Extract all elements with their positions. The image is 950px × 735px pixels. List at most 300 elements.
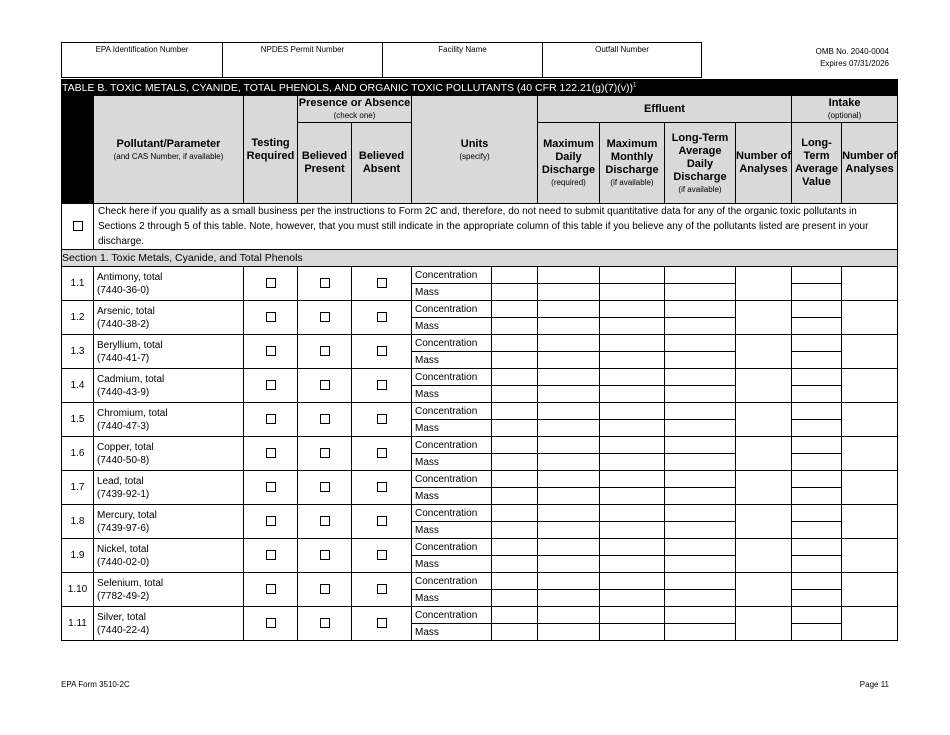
concentration-label: Concentration — [412, 335, 492, 352]
max-daily-concentration-input[interactable] — [538, 437, 600, 454]
concentration-units-input[interactable] — [492, 301, 538, 318]
mass-units-input[interactable] — [492, 556, 538, 573]
max-daily-concentration-input[interactable] — [538, 335, 600, 352]
max-daily-concentration-input[interactable] — [538, 267, 600, 284]
long-term-mass-input[interactable] — [665, 284, 736, 301]
num-analyses-input[interactable] — [736, 301, 792, 335]
intake-num-analyses-input[interactable] — [842, 267, 898, 301]
pollutant-cas: (7440-47-3) — [97, 420, 150, 432]
num-analyses-input[interactable] — [736, 539, 792, 573]
outfall-number-field[interactable] — [542, 42, 702, 78]
max-daily-mass-input[interactable] — [538, 420, 600, 437]
testing-required-checkbox[interactable] — [266, 618, 276, 628]
mass-label: Mass — [412, 420, 492, 437]
col-long-term-label: Long-Term Average Daily Discharge — [671, 131, 729, 183]
max-daily-mass-input[interactable] — [538, 522, 600, 539]
believed-absent-checkbox[interactable] — [377, 278, 387, 288]
concentration-units-input[interactable] — [492, 403, 538, 420]
intake-lt-concentration-input[interactable] — [792, 437, 842, 454]
intake-lt-mass-input[interactable] — [792, 386, 842, 403]
believed-present-checkbox[interactable] — [320, 550, 330, 560]
max-monthly-mass-input[interactable] — [600, 590, 665, 607]
small-business-checkbox[interactable] — [73, 221, 83, 231]
intake-lt-concentration-input[interactable] — [792, 301, 842, 318]
omb-number: OMB No. 2040-0004 — [815, 47, 889, 56]
believed-absent-checkbox[interactable] — [377, 618, 387, 628]
testing-required-cell — [244, 573, 298, 607]
max-monthly-mass-input[interactable] — [600, 386, 665, 403]
testing-required-cell — [244, 301, 298, 335]
pollutant-cas: (7440-38-2) — [97, 318, 150, 330]
table-title: TABLE B. TOXIC METALS, CYANIDE, TOTAL PHENOLS, AND ORGANIC TOXIC POLLUTANTS (40 CFR 122.21(g)(7)(v))$^1$ — [62, 80, 898, 96]
mass-label: Mass — [412, 284, 492, 301]
col-units-sub: (specify) — [459, 151, 490, 161]
table-title-row — [62, 80, 898, 96]
concentration-units-input[interactable] — [492, 607, 538, 624]
testing-required-cell — [244, 607, 298, 641]
concentration-units-input[interactable] — [492, 573, 538, 590]
long-term-concentration-input[interactable] — [665, 471, 736, 488]
believed-absent-cell — [352, 267, 412, 301]
intake-num-analyses-input[interactable] — [842, 403, 898, 437]
intake-lt-mass-input[interactable] — [792, 284, 842, 301]
long-term-concentration-input[interactable] — [665, 573, 736, 590]
col-presence-sub: (check one) — [333, 111, 376, 120]
testing-required-cell — [244, 267, 298, 301]
pollutant-label: Selenium, total — [97, 577, 164, 589]
mass-label: Mass — [412, 352, 492, 369]
form-header — [61, 42, 702, 78]
long-term-concentration-input[interactable] — [665, 505, 736, 522]
concentration-label: Concentration — [412, 607, 492, 624]
believed-present-cell — [298, 403, 352, 437]
facility-name-field[interactable] — [382, 42, 542, 78]
max-daily-concentration-input[interactable] — [538, 471, 600, 488]
intake-lt-mass-input[interactable] — [792, 318, 842, 335]
max-daily-concentration-input[interactable] — [538, 607, 600, 624]
long-term-mass-input[interactable] — [665, 386, 736, 403]
pollutant-cas: (7440-36-0) — [97, 284, 150, 296]
believed-present-checkbox[interactable] — [320, 584, 330, 594]
max-monthly-concentration-input[interactable] — [600, 505, 665, 522]
section-1-row — [62, 250, 898, 267]
intake-lt-concentration-input[interactable] — [792, 573, 842, 590]
mass-units-input[interactable] — [492, 318, 538, 335]
intake-num-analyses-input[interactable] — [842, 437, 898, 471]
concentration-label: Concentration — [412, 505, 492, 522]
max-daily-mass-input[interactable] — [538, 352, 600, 369]
max-monthly-concentration-input[interactable] — [600, 369, 665, 386]
testing-required-checkbox[interactable] — [266, 312, 276, 322]
intake-num-analyses-input[interactable] — [842, 505, 898, 539]
col-long-term-sub: (if available) — [678, 184, 722, 194]
long-term-concentration-input[interactable] — [665, 335, 736, 352]
max-monthly-concentration-input[interactable] — [600, 403, 665, 420]
table-row — [62, 403, 898, 420]
testing-required-checkbox[interactable] — [266, 346, 276, 356]
page-number: Page 11 — [859, 680, 889, 689]
max-monthly-concentration-input[interactable] — [600, 335, 665, 352]
testing-required-checkbox[interactable] — [266, 380, 276, 390]
num-analyses-input[interactable] — [736, 505, 792, 539]
intake-num-analyses-input[interactable] — [842, 369, 898, 403]
max-daily-concentration-input[interactable] — [538, 539, 600, 556]
pollutant-cas: (7439-97-6) — [97, 522, 150, 534]
concentration-units-input[interactable] — [492, 267, 538, 284]
believed-present-checkbox[interactable] — [320, 312, 330, 322]
row-number: 1.10 — [62, 573, 94, 607]
col-intake — [792, 96, 898, 123]
concentration-units-input[interactable] — [492, 539, 538, 556]
max-daily-mass-input[interactable] — [538, 386, 600, 403]
long-term-concentration-input[interactable] — [665, 267, 736, 284]
pollutant-label: Mercury, total — [97, 509, 157, 521]
testing-required-cell — [244, 403, 298, 437]
believed-present-checkbox[interactable] — [320, 346, 330, 356]
max-daily-mass-input[interactable] — [538, 556, 600, 573]
believed-absent-cell — [352, 505, 412, 539]
believed-present-cell — [298, 369, 352, 403]
intake-lt-mass-input[interactable] — [792, 454, 842, 471]
pollutant-cas: (7440-43-9) — [97, 386, 150, 398]
pollutant-name — [94, 369, 244, 403]
max-monthly-concentration-input[interactable] — [600, 267, 665, 284]
intake-lt-concentration-input[interactable] — [792, 267, 842, 284]
concentration-label: Concentration — [412, 573, 492, 590]
mass-label: Mass — [412, 386, 492, 403]
long-term-concentration-input[interactable] — [665, 607, 736, 624]
testing-required-cell — [244, 369, 298, 403]
pollutant-label: Copper, total — [97, 441, 154, 453]
concentration-label: Concentration — [412, 471, 492, 488]
col-units-label: Units — [460, 137, 489, 150]
intake-num-analyses-input[interactable] — [842, 471, 898, 505]
max-daily-concentration-input[interactable] — [538, 573, 600, 590]
pollutant-cas: (7440-22-4) — [97, 624, 150, 636]
pollutant-label: Chromium, total — [97, 407, 168, 419]
col-presence-label: Presence or Absence — [298, 97, 411, 109]
col-num-analyses — [736, 123, 792, 204]
believed-present-cell — [298, 267, 352, 301]
long-term-mass-input[interactable] — [665, 352, 736, 369]
max-monthly-mass-input[interactable] — [600, 420, 665, 437]
mass-label: Mass — [412, 624, 492, 641]
max-monthly-mass-input[interactable] — [600, 352, 665, 369]
pollutant-cas: (7439-92-1) — [97, 488, 150, 500]
intake-lt-mass-input[interactable] — [792, 352, 842, 369]
pollutant-name — [94, 505, 244, 539]
row-number: 1.4 — [62, 369, 94, 403]
max-monthly-mass-input[interactable] — [600, 522, 665, 539]
max-monthly-mass-input[interactable] — [600, 454, 665, 471]
mass-label: Mass — [412, 522, 492, 539]
believed-absent-cell — [352, 369, 412, 403]
believed-present-checkbox[interactable] — [320, 516, 330, 526]
concentration-units-input[interactable] — [492, 471, 538, 488]
believed-absent-cell — [352, 403, 412, 437]
intake-num-analyses-input[interactable] — [842, 539, 898, 573]
num-analyses-input[interactable] — [736, 437, 792, 471]
concentration-label: Concentration — [412, 437, 492, 454]
testing-required-cell — [244, 335, 298, 369]
max-monthly-mass-input[interactable] — [600, 624, 665, 641]
mass-label: Mass — [412, 590, 492, 607]
max-daily-mass-input[interactable] — [538, 590, 600, 607]
max-monthly-concentration-input[interactable] — [600, 573, 665, 590]
testing-required-checkbox[interactable] — [266, 482, 276, 492]
max-monthly-mass-input[interactable] — [600, 488, 665, 505]
believed-absent-checkbox[interactable] — [377, 312, 387, 322]
believed-absent-checkbox[interactable] — [377, 448, 387, 458]
intake-lt-concentration-input[interactable] — [792, 471, 842, 488]
row-number: 1.5 — [62, 403, 94, 437]
pollutant-name — [94, 403, 244, 437]
num-analyses-input[interactable] — [736, 369, 792, 403]
col-pollutant-sub: (and CAS Number, if available) — [113, 151, 224, 161]
max-monthly-concentration-input[interactable] — [600, 471, 665, 488]
long-term-mass-input[interactable] — [665, 318, 736, 335]
concentration-label: Concentration — [412, 539, 492, 556]
intake-num-analyses-input[interactable] — [842, 301, 898, 335]
testing-required-checkbox[interactable] — [266, 584, 276, 594]
pollutant-label: Arsenic, total — [97, 305, 155, 317]
believed-absent-cell — [352, 471, 412, 505]
believed-absent-checkbox[interactable] — [377, 346, 387, 356]
epa-id-field[interactable] — [61, 42, 222, 78]
num-analyses-input[interactable] — [736, 573, 792, 607]
intake-num-analyses-input[interactable] — [842, 607, 898, 641]
believed-absent-checkbox[interactable] — [377, 414, 387, 424]
num-analyses-input[interactable] — [736, 471, 792, 505]
max-monthly-mass-input[interactable] — [600, 318, 665, 335]
believed-present-cell — [298, 607, 352, 641]
testing-required-checkbox[interactable] — [266, 516, 276, 526]
max-daily-mass-input[interactable] — [538, 624, 600, 641]
concentration-label: Concentration — [412, 301, 492, 318]
intake-lt-mass-input[interactable] — [792, 488, 842, 505]
mass-units-input[interactable] — [492, 420, 538, 437]
concentration-label: Concentration — [412, 369, 492, 386]
col-testing-label: Testing Required — [246, 136, 295, 162]
num-analyses-input[interactable] — [736, 403, 792, 437]
believed-present-cell — [298, 471, 352, 505]
believed-absent-checkbox[interactable] — [377, 482, 387, 492]
mass-units-input[interactable] — [492, 386, 538, 403]
max-monthly-concentration-input[interactable] — [600, 539, 665, 556]
intake-lt-concentration-input[interactable] — [792, 539, 842, 556]
believed-present-checkbox[interactable] — [320, 448, 330, 458]
pollutant-label: Lead, total — [97, 475, 144, 487]
concentration-units-input[interactable] — [492, 335, 538, 352]
max-monthly-concentration-input[interactable] — [600, 301, 665, 318]
col-intake-label: Intake — [828, 97, 861, 109]
pollutant-name — [94, 471, 244, 505]
col-intake-num-label: Number of Analyses — [842, 150, 898, 175]
intake-lt-concentration-input[interactable] — [792, 369, 842, 386]
col-intake-sub: (optional) — [827, 111, 862, 120]
row-number: 1.6 — [62, 437, 94, 471]
mass-units-input[interactable] — [492, 454, 538, 471]
believed-present-checkbox[interactable] — [320, 380, 330, 390]
long-term-mass-input[interactable] — [665, 556, 736, 573]
testing-required-checkbox[interactable] — [266, 550, 276, 560]
believed-absent-checkbox[interactable] — [377, 516, 387, 526]
col-max-daily — [538, 123, 600, 204]
believed-present-cell — [298, 573, 352, 607]
long-term-mass-input[interactable] — [665, 488, 736, 505]
intake-lt-mass-input[interactable] — [792, 624, 842, 641]
long-term-mass-input[interactable] — [665, 420, 736, 437]
believed-present-cell — [298, 335, 352, 369]
long-term-mass-input[interactable] — [665, 454, 736, 471]
intake-num-analyses-input[interactable] — [842, 335, 898, 369]
num-analyses-input[interactable] — [736, 267, 792, 301]
long-term-concentration-input[interactable] — [665, 437, 736, 454]
testing-required-cell — [244, 437, 298, 471]
col-max-monthly-sub: (if available) — [610, 178, 654, 187]
concentration-units-input[interactable] — [492, 505, 538, 522]
col-believed-present-label: Believed Present — [301, 150, 348, 175]
npdes-permit-field[interactable] — [222, 42, 382, 78]
mass-label: Mass — [412, 488, 492, 505]
table-row — [62, 369, 898, 386]
pollutant-name — [94, 335, 244, 369]
epa-id-label: EPA Identification Number — [95, 45, 189, 54]
concentration-units-input[interactable] — [492, 437, 538, 454]
long-term-concentration-input[interactable] — [665, 369, 736, 386]
intake-lt-concentration-input[interactable] — [792, 607, 842, 624]
pollutant-label: Antimony, total — [97, 271, 163, 283]
long-term-mass-input[interactable] — [665, 590, 736, 607]
table-row — [62, 301, 898, 318]
section-1-title: Section 1. Toxic Metals, Cyanide, and Total Phenols — [62, 250, 898, 267]
mass-units-input[interactable] — [492, 522, 538, 539]
pollutant-name — [94, 267, 244, 301]
outfall-number-label: Outfall Number — [595, 45, 649, 54]
form-number: EPA Form 3510-2C — [61, 680, 130, 689]
pollutant-cas: (7782-49-2) — [97, 590, 150, 602]
believed-present-checkbox[interactable] — [320, 278, 330, 288]
row-number: 1.11 — [62, 607, 94, 641]
col-units — [412, 96, 538, 204]
max-daily-mass-input[interactable] — [538, 488, 600, 505]
testing-required-checkbox[interactable] — [266, 448, 276, 458]
pollutant-label: Nickel, total — [97, 543, 149, 555]
believed-absent-cell — [352, 335, 412, 369]
max-daily-concentration-input[interactable] — [538, 403, 600, 420]
mass-units-input[interactable] — [492, 352, 538, 369]
table-row — [62, 607, 898, 624]
believed-present-checkbox[interactable] — [320, 482, 330, 492]
omb-info — [816, 46, 889, 70]
npdes-permit-label: NPDES Permit Number — [260, 45, 345, 54]
testing-required-checkbox[interactable] — [266, 278, 276, 288]
long-term-concentration-input[interactable] — [665, 403, 736, 420]
intake-lt-concentration-input[interactable] — [792, 403, 842, 420]
believed-present-checkbox[interactable] — [320, 414, 330, 424]
mass-label: Mass — [412, 454, 492, 471]
concentration-label: Concentration — [412, 403, 492, 420]
believed-absent-cell — [352, 573, 412, 607]
table-row — [62, 267, 898, 284]
believed-present-cell — [298, 437, 352, 471]
row-number: 1.9 — [62, 539, 94, 573]
facility-name-label: Facility Name — [438, 45, 487, 54]
pollutant-label: Beryllium, total — [97, 339, 163, 351]
row-number: 1.8 — [62, 505, 94, 539]
long-term-concentration-input[interactable] — [665, 301, 736, 318]
table-row — [62, 471, 898, 488]
max-daily-mass-input[interactable] — [538, 318, 600, 335]
col-num-analyses-label: Number of Analyses — [736, 150, 791, 175]
max-daily-concentration-input[interactable] — [538, 505, 600, 522]
max-monthly-mass-input[interactable] — [600, 556, 665, 573]
pollutant-label: Silver, total — [97, 611, 146, 623]
intake-lt-mass-input[interactable] — [792, 420, 842, 437]
max-daily-mass-input[interactable] — [538, 454, 600, 471]
pollutant-cas: (7440-41-7) — [97, 352, 150, 364]
col-max-daily-label: Maximum Daily Discharge — [541, 138, 596, 176]
max-daily-concentration-input[interactable] — [538, 301, 600, 318]
long-term-mass-input[interactable] — [665, 522, 736, 539]
pollutant-label: Cadmium, total — [97, 373, 165, 385]
long-term-mass-input[interactable] — [665, 624, 736, 641]
max-monthly-concentration-input[interactable] — [600, 607, 665, 624]
max-monthly-mass-input[interactable] — [600, 284, 665, 301]
testing-required-checkbox[interactable] — [266, 414, 276, 424]
believed-absent-checkbox[interactable] — [377, 550, 387, 560]
intake-lt-concentration-input[interactable] — [792, 505, 842, 522]
pollutant-name — [94, 301, 244, 335]
long-term-concentration-input[interactable] — [665, 539, 736, 556]
mass-label: Mass — [412, 318, 492, 335]
mass-units-input[interactable] — [492, 624, 538, 641]
intake-num-analyses-input[interactable] — [842, 573, 898, 607]
mass-units-input[interactable] — [492, 488, 538, 505]
concentration-units-input[interactable] — [492, 369, 538, 386]
believed-absent-cell — [352, 301, 412, 335]
col-intake-lt — [792, 123, 842, 204]
intake-lt-mass-input[interactable] — [792, 556, 842, 573]
row-number: 1.2 — [62, 301, 94, 335]
believed-present-cell — [298, 301, 352, 335]
col-effluent — [538, 96, 792, 123]
testing-required-cell — [244, 471, 298, 505]
num-analyses-input[interactable] — [736, 335, 792, 369]
col-presence — [298, 96, 412, 123]
max-monthly-concentration-input[interactable] — [600, 437, 665, 454]
max-daily-mass-input[interactable] — [538, 284, 600, 301]
num-analyses-input[interactable] — [736, 607, 792, 641]
intake-lt-mass-input[interactable] — [792, 522, 842, 539]
row-number: 1.3 — [62, 335, 94, 369]
col-max-monthly-label: Maximum Monthly Discharge — [605, 138, 659, 176]
believed-absent-checkbox[interactable] — [377, 584, 387, 594]
believed-present-checkbox[interactable] — [320, 618, 330, 628]
intake-lt-concentration-input[interactable] — [792, 335, 842, 352]
col-intake-num — [842, 123, 898, 204]
header-row-1 — [62, 96, 898, 123]
believed-present-cell — [298, 539, 352, 573]
pollutant-cas: (7440-50-8) — [97, 454, 150, 466]
small-business-checkbox-cell — [62, 204, 94, 250]
intake-lt-mass-input[interactable] — [792, 590, 842, 607]
mass-units-input[interactable] — [492, 590, 538, 607]
col-believed-absent-label: Believed Absent — [358, 150, 405, 175]
max-daily-concentration-input[interactable] — [538, 369, 600, 386]
mass-units-input[interactable] — [492, 284, 538, 301]
believed-absent-checkbox[interactable] — [377, 380, 387, 390]
